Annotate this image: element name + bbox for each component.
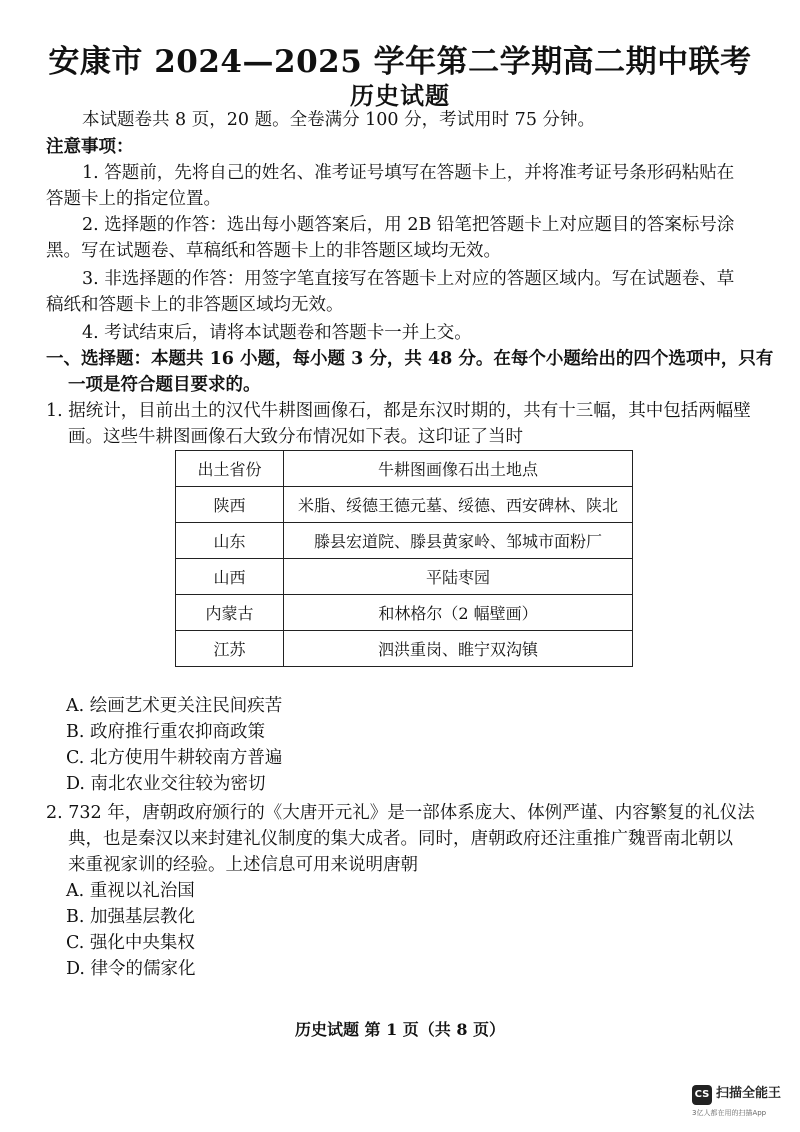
notice-heading: 注意事项： <box>46 137 134 157</box>
page-footer: 历史试题 第 1 页（共 8 页） <box>294 1020 506 1039</box>
notice-line: 1. 答题前，先将自己的姓名、准考证号填写在答题卡上，并将准考证号条形码粘贴在 <box>82 163 735 183</box>
table-cell-location: 平陆枣园 <box>284 559 633 595</box>
table-row <box>176 487 633 523</box>
table-cell-location: 滕县宏道院、滕县黄家岭、邹城市面粉厂 <box>284 523 633 559</box>
q1-option-b: B. 政府推行重农抑商政策 <box>66 722 265 742</box>
notice-line: 稿纸和答题卡上的非答题区域均无效。 <box>46 295 344 315</box>
watermark-name: 扫描全能王 <box>716 1086 782 1101</box>
table-cell-location: 和林格尔（2 幅壁画） <box>284 595 633 631</box>
q2-option-a: A. 重视以礼治国 <box>66 881 195 901</box>
table-row <box>176 595 633 631</box>
notice-line: 2. 选择题的作答：选出每小题答案后，用 2B 铅笔把答题卡上对应题目的答案标号涂 <box>82 215 735 235</box>
watermark-tagline: 3亿人都在用的扫描App <box>692 1109 767 1117</box>
section-heading-cont: 一项是符合题目要求的。 <box>68 375 261 395</box>
q2-stem: 2. 732 年，唐朝政府颁行的《大唐开元礼》是一部体系庞大、体例严谨、内容繁复的礼仪法 <box>46 803 755 823</box>
table-cell-province: 江苏 <box>176 631 284 667</box>
table-row <box>176 559 633 595</box>
table-cell-province: 内蒙古 <box>176 595 284 631</box>
section-heading: 一、选择题：本题共 16 小题，每小题 3 分，共 48 分。在每个小题给出的四个选项中，只有 <box>46 349 774 369</box>
table-cell-province: 陕西 <box>176 487 284 523</box>
q1-stem-cont: 画。这些牛耕图画像石大致分布情况如下表。这印证了当时 <box>68 427 523 447</box>
q1-option-d: D. 南北农业交往较为密切 <box>66 774 266 794</box>
camscanner-logo-icon: CS <box>692 1085 712 1105</box>
table-row <box>176 631 633 667</box>
q1-option-c: C. 北方使用牛耕较南方普遍 <box>66 748 283 768</box>
table-cell-province: 山东 <box>176 523 284 559</box>
exam-info: 本试题卷共 8 页，20 题。全卷满分 100 分，考试用时 75 分钟。 <box>82 110 596 130</box>
q2-stem-cont: 来重视家训的经验。上述信息可用来说明唐朝 <box>68 855 418 875</box>
notice-line: 4. 考试结束后，请将本试题卷和答题卡一并上交。 <box>82 323 472 343</box>
notice-line: 黑。写在试题卷、草稿纸和答题卡上的非答题区域均无效。 <box>46 241 501 261</box>
q1-table <box>175 450 633 667</box>
table-header-row <box>176 451 633 487</box>
notice-line: 答题卡上的指定位置。 <box>46 189 221 209</box>
exam-title: 安康市 2024—2025 学年第二学期高二期中联考 <box>48 44 752 80</box>
q1-option-a: A. 绘画艺术更关注民间疾苦 <box>66 696 283 716</box>
table-cell-province: 山西 <box>176 559 284 595</box>
q2-stem-cont: 典，也是秦汉以来封建礼仪制度的集大成者。同时，唐朝政府还注重推广魏晋南北朝以 <box>68 829 733 849</box>
notice-line: 3. 非选择题的作答：用签字笔直接写在答题卡上对应的答题区域内。写在试题卷、草 <box>82 269 735 289</box>
q2-option-d: D. 律令的儒家化 <box>66 959 196 979</box>
q2-option-c: C. 强化中央集权 <box>66 933 195 953</box>
table-row <box>176 523 633 559</box>
q1-stem: 1. 据统计，目前出土的汉代牛耕图画像石，都是东汉时期的，共有十三幅，其中包括两幅壁 <box>46 401 751 421</box>
table-header-cell: 出土省份 <box>176 451 284 487</box>
table-cell-location: 泗洪重岗、睢宁双沟镇 <box>284 631 633 667</box>
q2-option-b: B. 加强基层教化 <box>66 907 195 927</box>
subject-title: 历史试题 <box>350 81 450 110</box>
table-cell-location: 米脂、绥德王德元墓、绥德、西安碑林、陕北 <box>284 487 633 523</box>
table-header-cell: 牛耕图画像石出土地点 <box>284 451 633 487</box>
